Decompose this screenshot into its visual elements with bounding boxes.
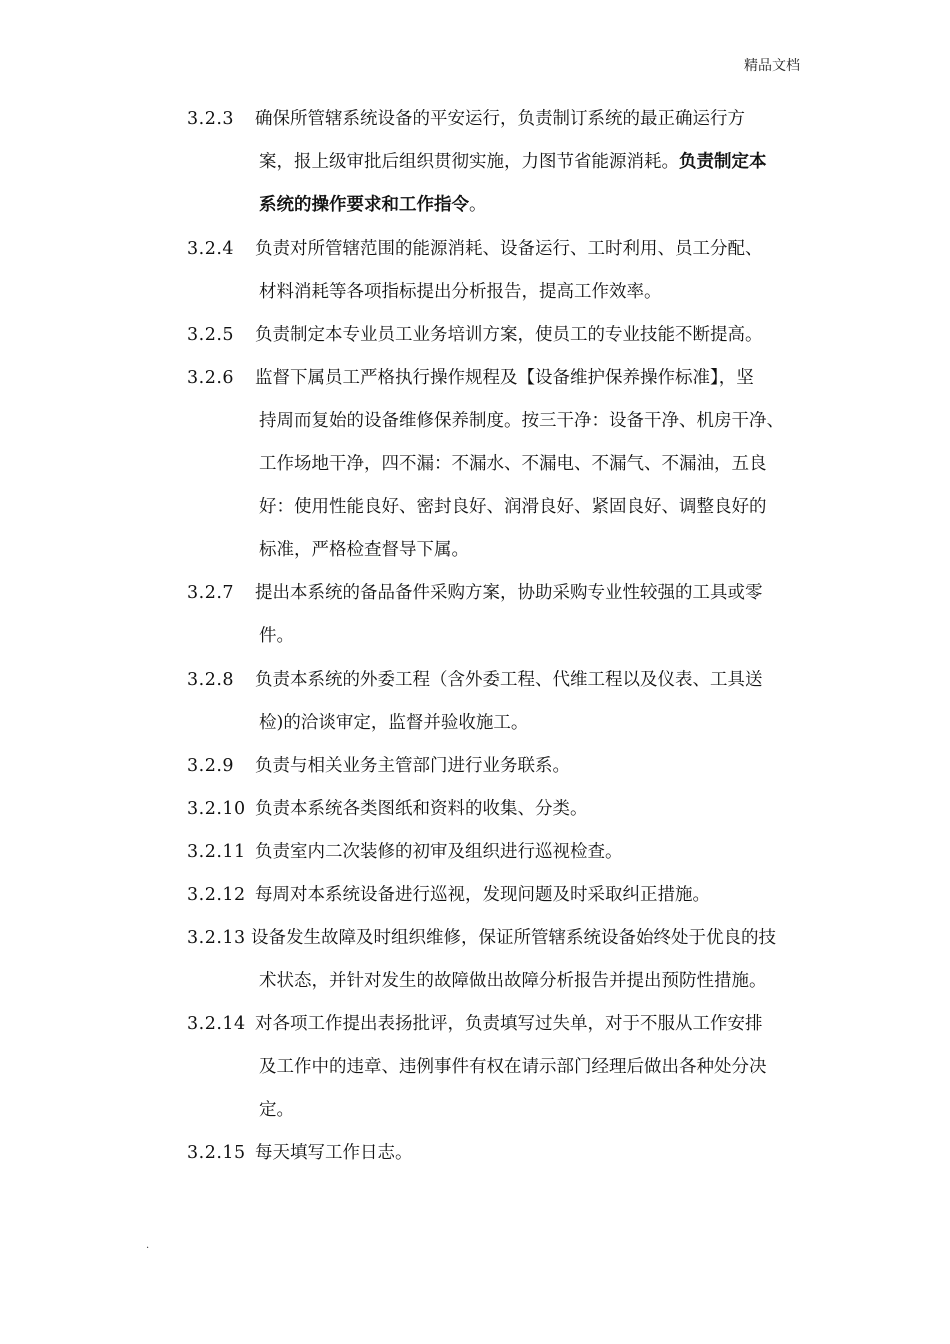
clause-3-2-10 [187, 788, 827, 831]
clause-3-2-15 [187, 1132, 827, 1175]
clause-3-2-7 [187, 572, 827, 658]
clause-number: 3.2.4 [187, 239, 235, 259]
clause-bold-text: 负责制定本 [679, 152, 767, 172]
clause-line: 负责本系统各类图纸和资料的收集、分类。 [255, 799, 588, 819]
clause-3-2-8 [187, 659, 827, 745]
clause-number: 3.2.7 [187, 583, 235, 603]
clause-line: 工作场地干净，四不漏：不漏水、不漏电、不漏气、不漏油，五良 [259, 454, 767, 474]
clause-line: 每天填写工作日志。 [255, 1143, 413, 1163]
clause-line: 每周对本系统设备进行巡视，发现问题及时采取纠正措施。 [255, 885, 710, 905]
clause-number: 3.2.9 [187, 756, 235, 776]
clause-3-2-13 [187, 917, 827, 1003]
clause-line: 提出本系统的备品备件采购方案，协助采购专业性较强的工具或零 [255, 583, 763, 603]
clause-number: 3.2.14 [187, 1014, 246, 1034]
clause-number: 3.2.5 [187, 325, 235, 345]
clause-3-2-14 [187, 1003, 827, 1132]
clause-line: 设备发生故障及时组织维修，保证所管辖系统设备始终处于优良的技 [251, 928, 776, 948]
clause-line: 负责与相关业务主管部门进行业务联系。 [255, 756, 570, 776]
clause-number: 3.2.8 [187, 670, 235, 690]
clause-3-2-11 [187, 831, 827, 874]
clause-line: 持周而复始的设备维修保养制度。按三干净：设备干净、机房干净、 [259, 411, 784, 431]
clause-number: 3.2.3 [187, 109, 235, 129]
clause-number: 3.2.12 [187, 885, 246, 905]
clause-number: 3.2.11 [187, 842, 246, 862]
clause-number: 3.2.13 [187, 928, 246, 948]
clause-line: 件。 [259, 626, 294, 646]
page-header: 精品文档 [744, 58, 800, 74]
clause-line: 定。 [259, 1100, 294, 1120]
clause-line: 材料消耗等各项指标提出分析报告，提高工作效率。 [259, 282, 662, 302]
clause-number: 3.2.6 [187, 368, 235, 388]
clause-line [187, 184, 827, 227]
clause-bold-text: 系统的操作要求和工作指令 [259, 195, 469, 215]
clause-line: 标准，严格检查督导下属。 [259, 540, 469, 560]
clause-3-2-12 [187, 874, 827, 917]
clause-line: 负责制定本专业员工业务培训方案，使员工的专业技能不断提高。 [255, 325, 763, 345]
clause-3-2-3 [187, 98, 827, 227]
clause-3-2-9 [187, 745, 827, 788]
clause-line: 负责本系统的外委工程（含外委工程、代维工程以及仪表、工具送 [255, 670, 763, 690]
clause-line [187, 141, 827, 184]
clause-line-text: 。 [469, 195, 487, 215]
clause-number: 3.2.15 [187, 1143, 246, 1163]
clause-3-2-5 [187, 314, 827, 357]
clause-line: 监督下属员工严格执行操作规程及【设备维护保养操作标准】，坚 [255, 368, 754, 388]
footer-mark: . [146, 1240, 150, 1251]
clause-line: 及工作中的违章、违例事件有权在请示部门经理后做出各种处分决 [259, 1057, 767, 1077]
clause-line-text: 案，报上级审批后组织贯彻实施，力图节省能源消耗。 [259, 152, 679, 172]
clause-line: 确保所管辖系统设备的平安运行，负责制订系统的最正确运行方 [255, 109, 745, 129]
clause-number: 3.2.10 [187, 799, 246, 819]
clause-line: 负责室内二次装修的初审及组织进行巡视检查。 [255, 842, 623, 862]
clause-3-2-6 [187, 357, 827, 572]
clause-line: 负责对所管辖范围的能源消耗、设备运行、工时利用、员工分配、 [255, 239, 763, 259]
clause-line: 术状态，并针对发生的故障做出故障分析报告并提出预防性措施。 [259, 971, 767, 991]
clause-line: 对各项工作提出表扬批评，负责填写过失单，对于不服从工作安排 [255, 1014, 763, 1034]
clause-line: 好：使用性能良好、密封良好、润滑良好、紧固良好、调整良好的 [259, 497, 767, 517]
clause-line: 检)的洽谈审定，监督并验收施工。 [259, 713, 529, 733]
clause-3-2-4 [187, 228, 827, 314]
